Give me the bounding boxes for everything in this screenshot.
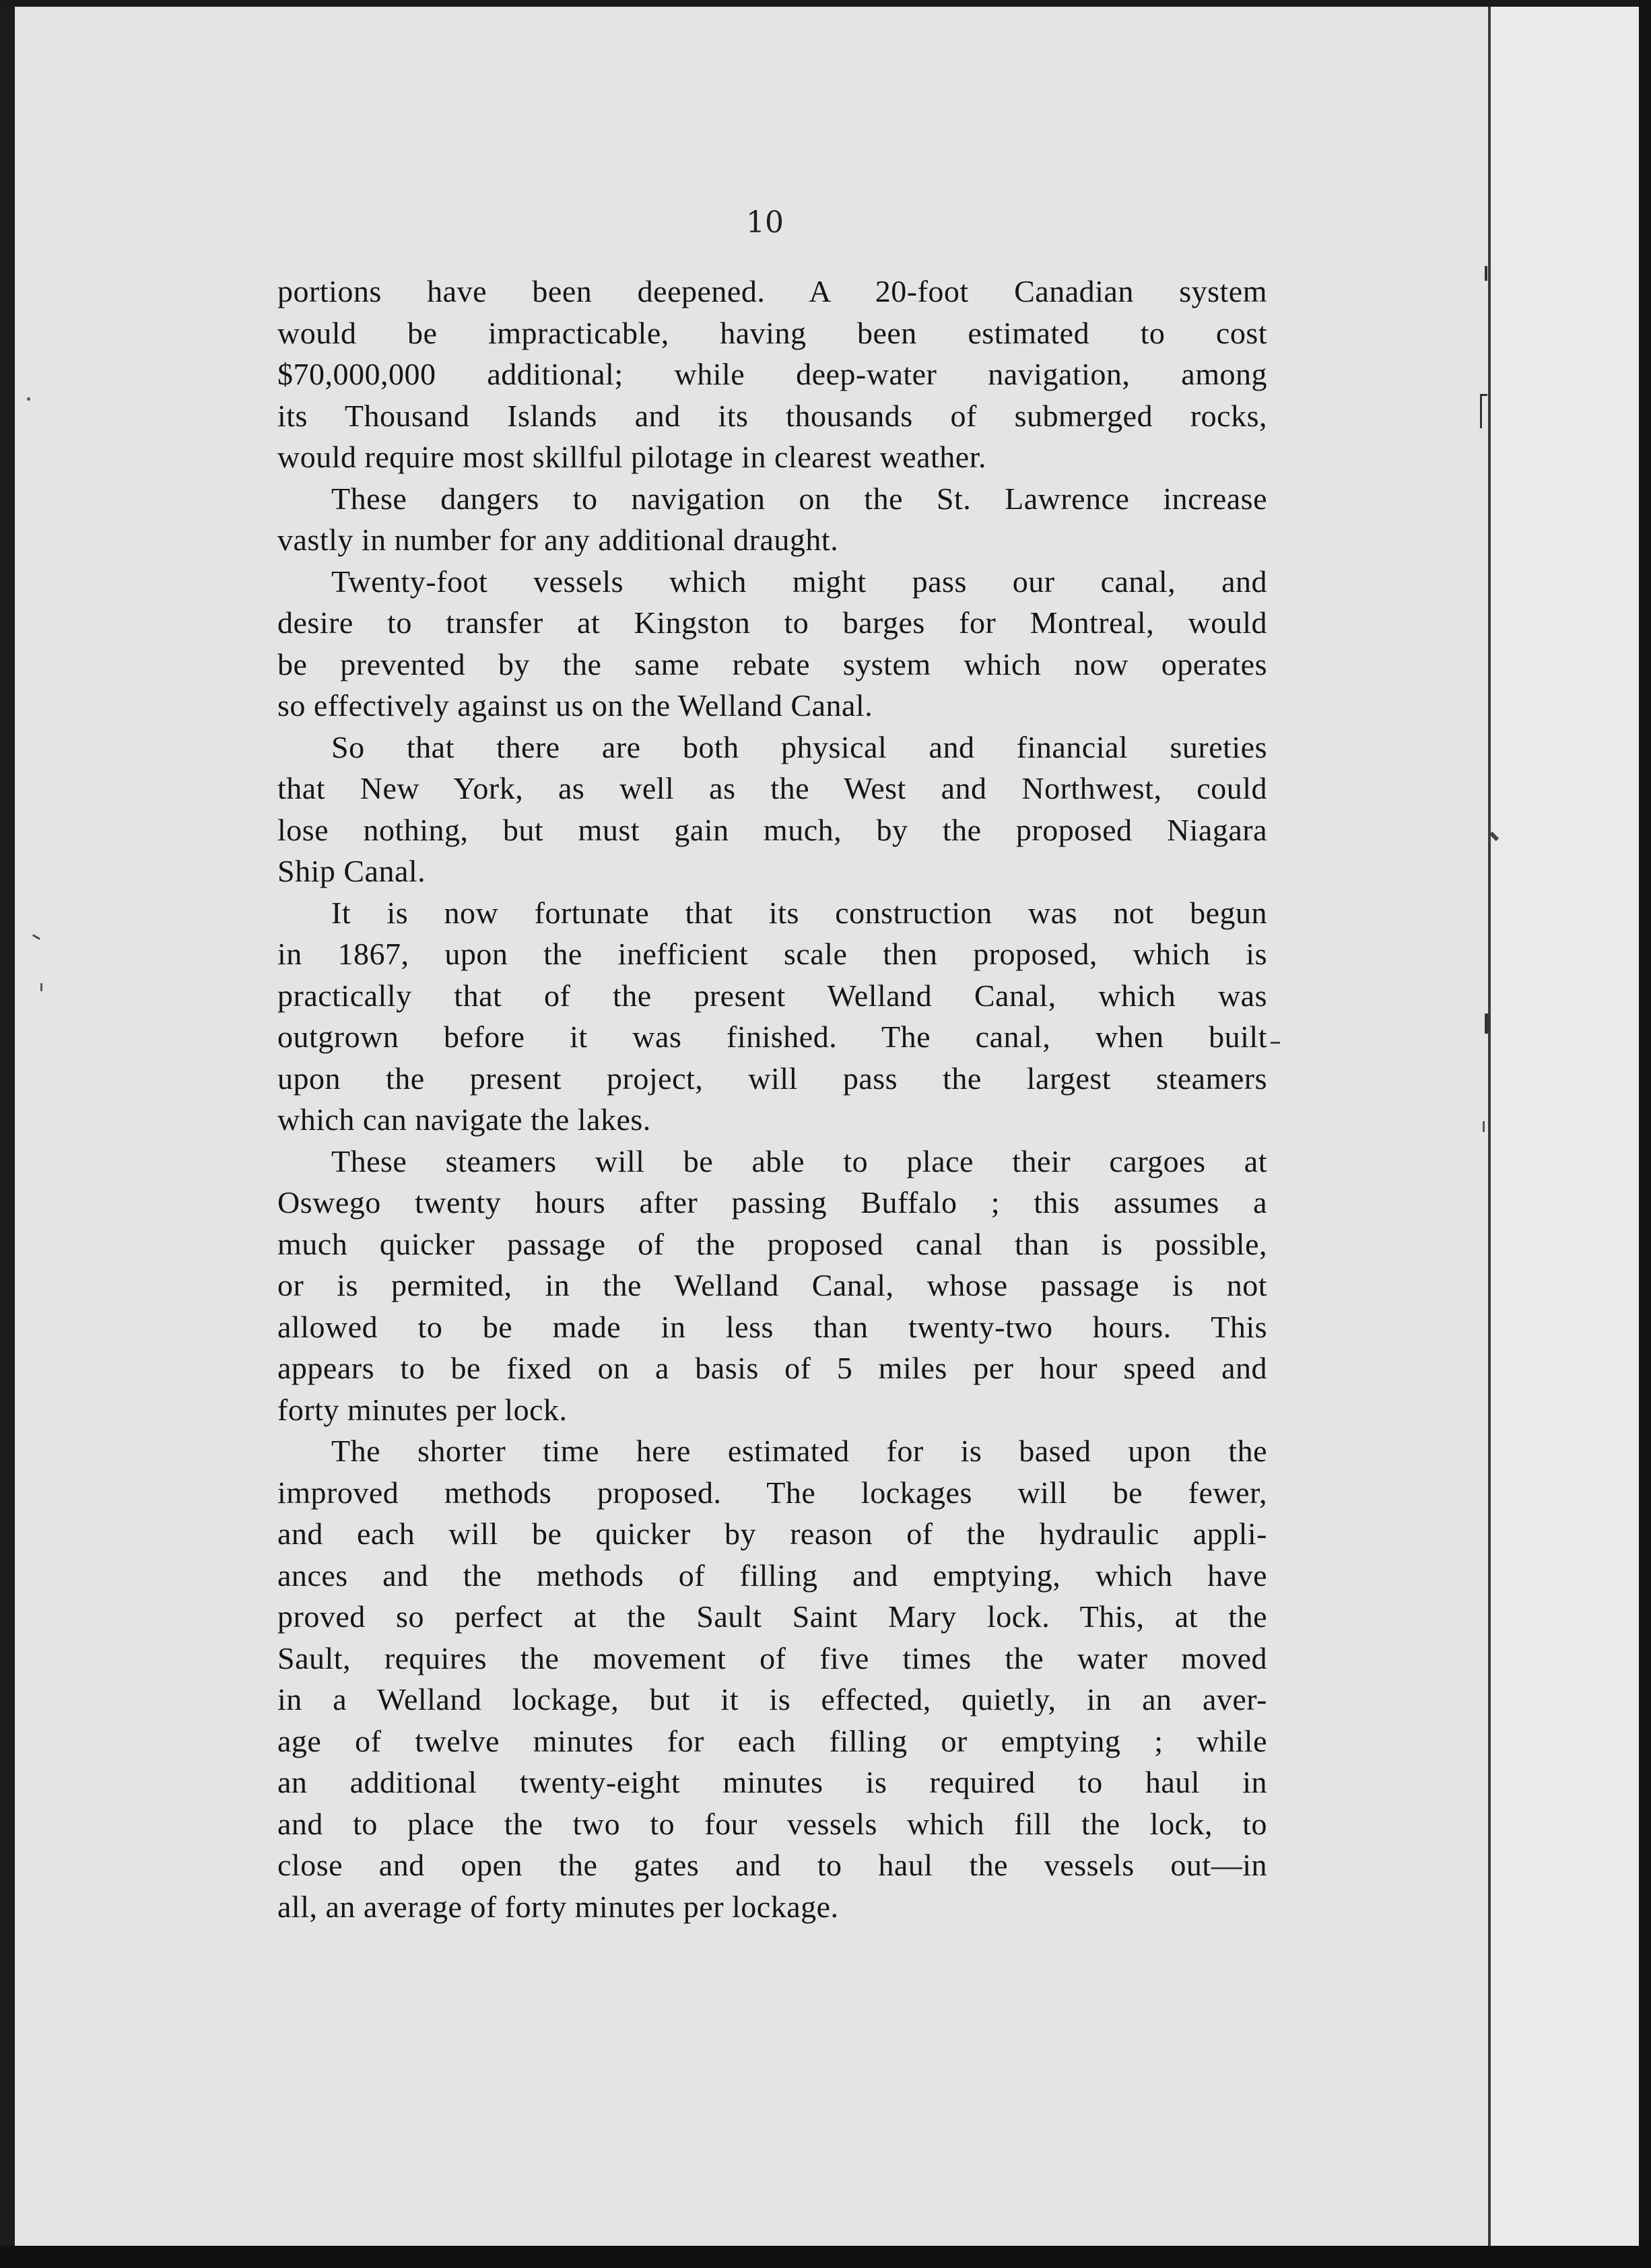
text-line: appears to be fixed on a basis of 5 miles per hour speed and — [277, 1351, 1267, 1385]
text-line: These dangers to navigation on the St. Lawrence increase — [331, 481, 1267, 516]
text-line: and to place the two to four vessels which fill the lock, to — [277, 1806, 1267, 1841]
text-line: an additional twenty-eight minutes is required to haul in — [277, 1765, 1267, 1799]
text-line: outgrown before it was finished. The canal, when built — [277, 1020, 1267, 1054]
scan-speck — [1480, 394, 1487, 428]
text-line: The shorter time here estimated for is based upon the — [331, 1434, 1267, 1468]
text-line: Ship Canal. — [277, 854, 426, 888]
text-line: upon the present project, will pass the largest steamers — [277, 1061, 1267, 1096]
page-number: 10 — [746, 205, 784, 240]
text-line: allowed to be made in less than twenty-two hours. This — [277, 1309, 1267, 1344]
text-line: $70,000,000 additional; while deep-water navigation, among — [277, 357, 1267, 391]
scan-speck — [1485, 266, 1487, 281]
text-line: forty minutes per lock. — [277, 1392, 568, 1427]
text-line: age of twelve minutes for each filling or emptying ; while — [277, 1723, 1267, 1758]
scan-speck — [1485, 1013, 1489, 1034]
text-line: or is permited, in the Welland Canal, whose passage is not — [277, 1268, 1267, 1302]
text-line: It is now fortunate that its construction was not begun — [331, 895, 1267, 930]
scan-speck — [1271, 1042, 1280, 1044]
text-line: all, an average of forty minutes per lockage. — [277, 1889, 839, 1924]
scan-speck — [1483, 1121, 1485, 1132]
scan-speck — [27, 397, 30, 401]
text-line: in 1867, upon the inefficient scale then proposed, which is — [277, 937, 1267, 971]
text-line: desire to transfer at Kingston to barges for Montreal, would — [277, 605, 1267, 640]
body-text — [277, 271, 1267, 1927]
text-line: lose nothing, but must gain much, by the proposed Niagara — [277, 812, 1267, 847]
text-line: so effectively against us on the Welland Canal. — [277, 688, 873, 723]
text-line: Oswego twenty hours after passing Buffalo ; this assumes a — [277, 1185, 1267, 1220]
text-line: Twenty-foot vessels which might pass our canal, and — [331, 564, 1267, 599]
scan-left-edge — [0, 0, 15, 2268]
scan-bottom-edge — [0, 2246, 1651, 2268]
text-line: improved methods proposed. The lockages will be fewer, — [277, 1475, 1267, 1510]
text-line: close and open the gates and to haul the vessels out—in — [277, 1848, 1267, 1882]
text-line: that New York, as well as the West and Northwest, could — [277, 771, 1267, 805]
text-line: ances and the methods of filling and emptying, which have — [277, 1558, 1267, 1593]
scan-top-edge — [0, 0, 1651, 7]
text-line: would require most skillful pilotage in clearest weather. — [277, 440, 986, 474]
text-line: its Thousand Islands and its thousands of submerged rocks, — [277, 398, 1267, 433]
scan-right-edge — [1639, 0, 1651, 2268]
text-line: which can navigate the lakes. — [277, 1102, 651, 1137]
text-line: would be impracticable, having been estimated to cost — [277, 315, 1267, 350]
scan-speck — [40, 983, 42, 991]
text-line: vastly in number for any additional draught. — [277, 523, 839, 557]
text-line: and each will be quicker by reason of the hydraulic appli- — [277, 1516, 1267, 1551]
text-line: be prevented by the same rebate system which now operates — [277, 646, 1267, 681]
text-line: So that there are both physical and financial sureties — [331, 729, 1267, 764]
text-line: portions have been deepened. A 20-foot Canadian system — [277, 274, 1267, 308]
text-line: practically that of the present Welland Canal, which was — [277, 978, 1267, 1013]
text-line: much quicker passage of the proposed canal than is possible, — [277, 1226, 1267, 1261]
text-line: in a Welland lockage, but it is effected, quietly, in an aver- — [277, 1682, 1267, 1716]
text-line: Sault, requires the movement of five times the water moved — [277, 1640, 1267, 1675]
text-line: These steamers will be able to place their cargoes at — [331, 1143, 1267, 1178]
adjacent-page-strip — [1491, 7, 1639, 2246]
text-line: proved so perfect at the Sault Saint Mary lock. This, at the — [277, 1599, 1267, 1634]
